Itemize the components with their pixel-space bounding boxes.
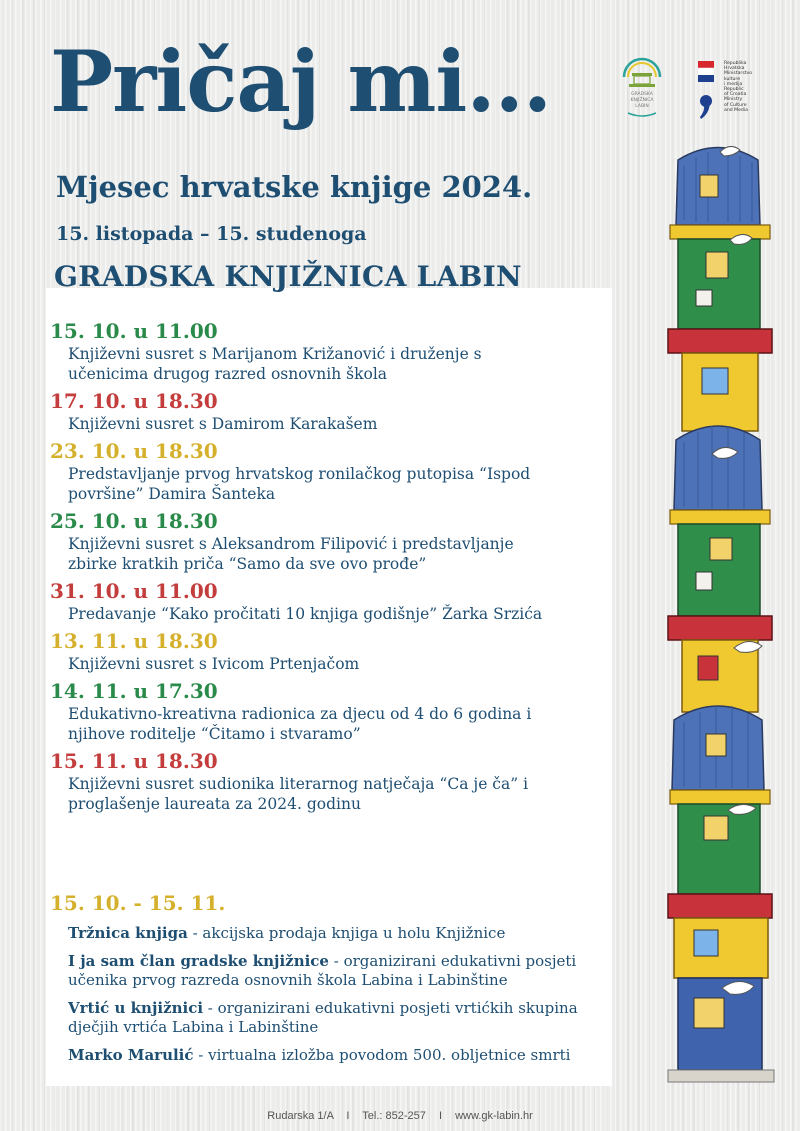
activity-line: dječjih vrtića Labina i Labinštine — [68, 1018, 319, 1036]
event-description — [68, 534, 610, 574]
footer-website[interactable]: www.gk-labin.hr — [455, 1110, 533, 1122]
event-date: 15. 11. u 18.30 — [50, 749, 218, 773]
event-description — [68, 654, 610, 674]
activity-item — [68, 924, 610, 943]
event-date: 25. 10. u 18.30 — [50, 509, 218, 533]
ministry-line: Ministarstvo — [724, 71, 753, 77]
book-tower-illustration — [648, 140, 788, 1090]
event-description — [68, 704, 610, 744]
ministry-line: and Media — [724, 107, 748, 113]
event-line: Književni susret s Marijanom Križanović i druženje s — [68, 345, 482, 363]
event-line: njihove roditelje “Čitamo i stvaramo” — [68, 725, 361, 743]
activity-item — [68, 1046, 610, 1065]
ministry-line: kulture — [724, 76, 741, 82]
event-line: Predavanje “Kako pročitati 10 knjiga godišnje” Žarka Srzića — [68, 605, 543, 623]
event-item — [50, 578, 610, 624]
ministry-line: Ministry — [724, 97, 743, 103]
event-date: 31. 10. u 11.00 — [50, 579, 218, 603]
date-range: 15. listopada – 15. studenoga — [56, 223, 367, 245]
activity-title: Vrtić u knjižnici — [68, 999, 204, 1017]
event-list — [50, 318, 610, 818]
ministry-line: Republika — [724, 61, 747, 66]
activity-line: - virtualna izložba povodom 500. obljetnice smrti — [193, 1046, 571, 1064]
event-description — [68, 464, 610, 504]
poster-title: Pričaj mi... — [50, 32, 552, 131]
event-date: 15. 10. u 11.00 — [50, 319, 218, 343]
ministry-line: of Croatia — [724, 92, 747, 98]
activity-line: - organizirani edukativni posjeti — [328, 952, 577, 970]
activity-title: I ja sam član gradske knjižnice — [68, 952, 329, 970]
footer-separator: I — [438, 1110, 443, 1122]
ministry-line: i medija — [724, 81, 743, 87]
event-item — [50, 628, 610, 674]
event-description — [68, 604, 610, 624]
event-description — [68, 344, 610, 384]
footer — [0, 1110, 800, 1122]
ongoing-date: 15. 10. - 15. 11. — [50, 891, 226, 915]
event-line: Edukativno-kreativna radionica za djecu od 4 do 6 godina i — [68, 705, 532, 723]
event-line: Književni susret s Damirom Karakašem — [68, 415, 378, 433]
event-line: Predstavljanje prvog hrvatskog ronilačkog putopisa “Ispod — [68, 465, 531, 483]
activity-line: učenika prvog razreda osnovnih škola Labina i Labinštine — [68, 971, 508, 989]
event-line: Književni susret sudionika literarnog natječaja “Ca je ča” i — [68, 775, 529, 793]
croatian-flag-comma-icon — [696, 59, 720, 121]
footer-separator: I — [346, 1110, 350, 1122]
event-date: 23. 10. u 18.30 — [50, 439, 218, 463]
ministry-line: Republic — [724, 87, 744, 93]
event-line: Književni susret s Aleksandrom Filipović i predstavljanje — [68, 535, 514, 553]
event-item — [50, 438, 610, 504]
activity-line: - organizirani edukativni posjeti vrtićkih skupina — [203, 999, 578, 1017]
library-logo-text: LABIN — [635, 104, 649, 109]
event-line: površine” Damira Šanteka — [68, 485, 276, 503]
event-line: učenicima drugog razred osnovnih škola — [68, 365, 388, 383]
event-description — [68, 774, 610, 814]
footer-phone: Tel.: 852-257 — [362, 1110, 426, 1122]
event-description — [68, 414, 610, 434]
library-logo — [618, 55, 666, 119]
event-item — [50, 508, 610, 574]
event-item — [50, 388, 610, 434]
event-item — [50, 748, 610, 814]
activity-item — [68, 999, 610, 1037]
event-date: 14. 11. u 17.30 — [50, 679, 218, 703]
activity-title: Marko Marulić — [68, 1046, 194, 1064]
library-logo-text: KNJIŽNICA — [630, 98, 654, 103]
library-name: GRADSKA KNJIŽNICA LABIN — [54, 260, 522, 293]
library-logo-text: GRADSKA — [631, 92, 653, 97]
footer-address: Rudarska 1/A — [267, 1110, 334, 1122]
activity-item — [68, 952, 610, 990]
event-item — [50, 318, 610, 384]
ministry-logo — [696, 59, 791, 119]
ongoing-activities — [50, 890, 610, 1074]
activity-title: Tržnica knjiga — [68, 924, 188, 942]
event-line: zbirke kratkih priča “Samo da sve ovo prođe” — [68, 555, 427, 573]
ministry-text — [724, 61, 784, 113]
ministry-line: Hrvatska — [724, 66, 745, 72]
ministry-line: of Culture — [724, 102, 747, 108]
event-date: 13. 11. u 18.30 — [50, 629, 218, 653]
event-line: proglašenje laureata za 2024. godinu — [68, 795, 361, 813]
activity-line: - akcijska prodaja knjiga u holu Knjižnice — [187, 924, 506, 942]
event-date: 17. 10. u 18.30 — [50, 389, 218, 413]
event-item — [50, 678, 610, 744]
event-line: Književni susret s Ivicom Prtenjačom — [68, 655, 360, 673]
poster-subtitle: Mjesec hrvatske knjige 2024. — [56, 170, 533, 204]
